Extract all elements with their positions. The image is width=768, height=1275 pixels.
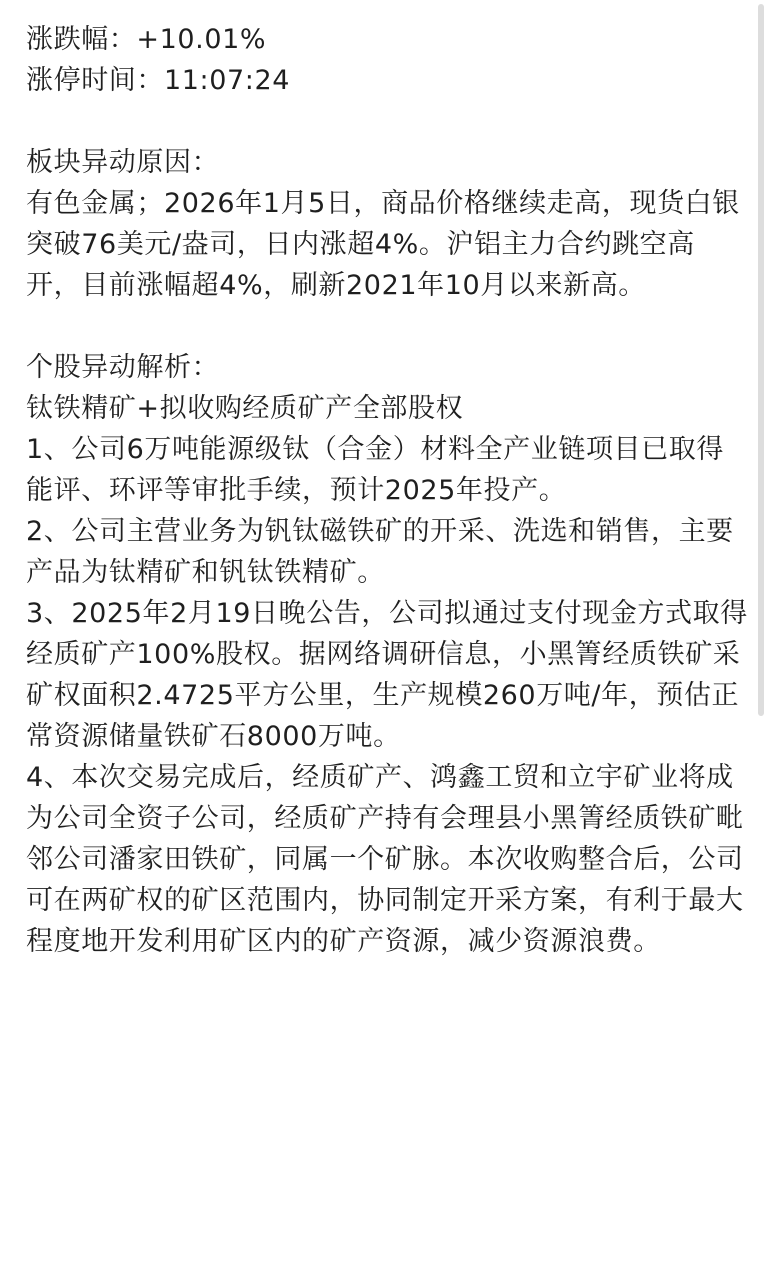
stock-point-1: 1、公司6万吨能源级钛（合金）材料全产业链项目已取得能评、环评等审批手续，预计2025年投产。 [26,434,724,506]
stock-subtitle: 钛铁精矿+拟收购经质矿产全部股权 [26,393,464,424]
stock-point-2: 2、公司主营业务为钒钛磁铁矿的开采、洗选和销售，主要产品为钛精矿和钒钛铁精矿。 [26,516,734,588]
sector-heading: 板块异动原因： [26,147,220,178]
sector-body: 有色金属；2026年1月5日，商品价格继续走高，现货白银突破76美元/盎司，日内涨超4%。沪铝主力合约跳空高开，目前涨幅超4%，刷新2021年10月以来新高。 [26,188,740,301]
article-text [26,19,750,962]
stock-point-3: 3、2025年2月19日晚公告，公司拟通过支付现金方式取得经质矿产100%股权。据网络调研信息，小黑箐经质铁矿采矿权面积2.4725平方公里，生产规模260万吨/年，预估正常资源储量铁矿石8000万吨。 [26,598,748,752]
price-change-line: 涨跌幅：+10.01% [26,24,267,55]
scrollbar[interactable] [758,4,764,716]
stock-point-4: 4、本次交易完成后，经质矿产、鸿鑫工贸和立宇矿业将成为公司全资子公司，经质矿产持有会理县小黑箐经质铁矿毗邻公司潘家田铁矿，同属一个矿脉。本次收购整合后，公司可在两矿权的矿区范围内，协同制定开采方案，有利于最大程度地开发利用矿区内的矿产资源，减少资源浪费。 [26,762,744,957]
spacer [26,101,750,142]
stock-heading: 个股异动解析： [26,352,220,383]
limit-up-time-line: 涨停时间：11:07:24 [26,65,291,96]
spacer [26,306,750,347]
